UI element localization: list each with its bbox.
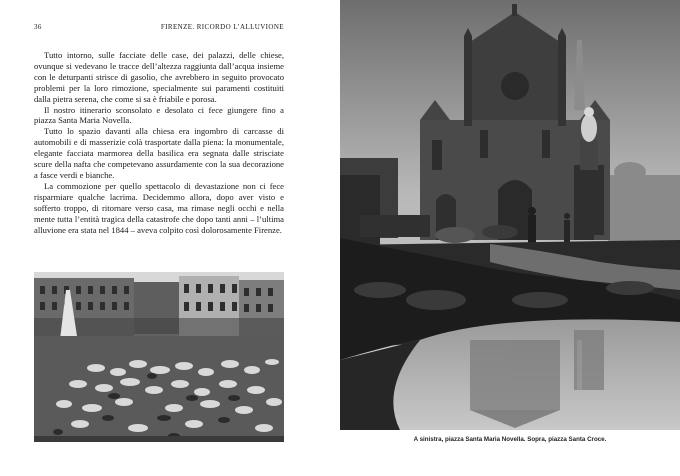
santa-croce-flood-photo — [340, 0, 680, 430]
photo-santa-maria-novella — [34, 272, 284, 442]
body-text — [34, 50, 284, 235]
page-number: 36 — [34, 23, 42, 31]
right-page — [340, 0, 680, 476]
paragraph: Tutto lo spazio davanti alla chiesa era ingombro di carcasse di automobili e di masserizie colà trasportate dalla piena: la monumentale, elegante facciata marmorea della basilica era segnata dalle strisciate scure della nafta che competevano assurdamente con la sua decorazione a fasce verdi e bianche. — [34, 126, 284, 180]
paragraph: Tutto intorno, sulle facciate delle case, dei palazzi, delle chiese, ovunque si vedevano le tracce dell’altezza raggiunta dall’acqua insieme con le deturpanti strisce di gasolio, che avrebbero in seguito provocato problemi per la loro rimozione, specialmente sui paramenti costituiti dalla pietra serena, che come si sa è friabile e porosa. — [34, 50, 284, 104]
running-title: FIRENZE. RICORDO L’ALLUVIONE — [160, 23, 284, 31]
paragraph: La commozione per quello spettacolo di devastazione non ci fece risparmiare qualche lacrima. Decidemmo allora, dopo aver visto e sofferto troppo, di ritornare verso casa, ma rimase negli occhi e nella mente tutta l’entità tragica della catastrofe che dopo tanti anni – l’ultima alluvione era stata nel 1844 – aveva colpito così dolorosamente Firenze. — [34, 180, 284, 235]
flood-square-photo — [34, 272, 284, 442]
running-head — [34, 23, 284, 33]
paragraph: Il nostro itinerario sconsolato e desolato ci fece giungere fino a piazza Santa Maria Novella. — [34, 104, 284, 126]
photo-caption: A sinistra, piazza Santa Maria Novella. Sopra, piazza Santa Croce. — [413, 436, 607, 443]
photo-santa-croce — [340, 0, 680, 430]
